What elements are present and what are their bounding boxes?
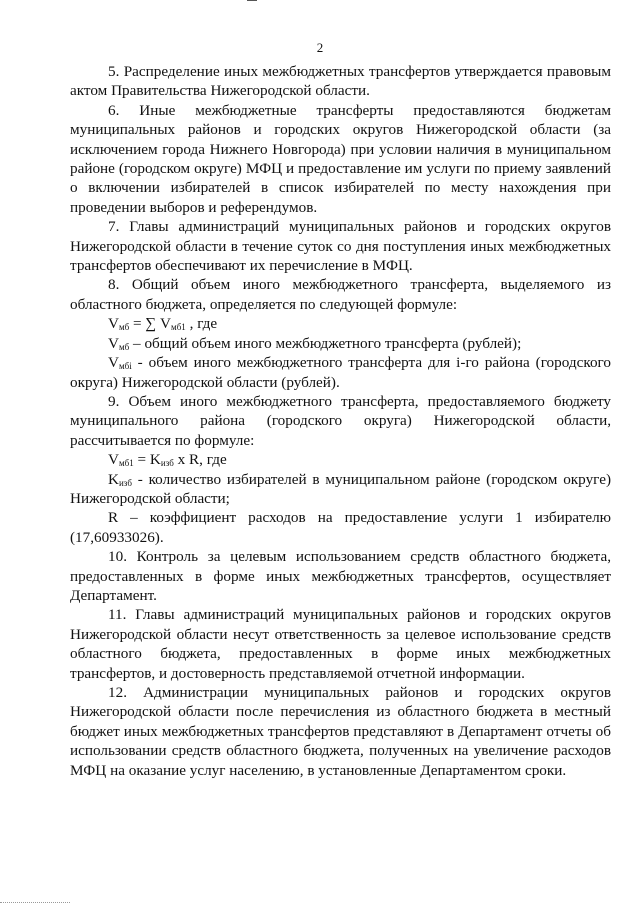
definition-text: – общий объем иного межбюджетного трансферта (рублей); xyxy=(129,334,522,352)
definition-r: R – коэффициент расходов на предоставление услуги 1 избирателю (17,60933026). xyxy=(70,509,611,546)
formula-district-volume xyxy=(70,450,611,469)
page-number: 2 xyxy=(316,40,324,55)
formula-subscript: мб1 xyxy=(171,322,186,333)
definition-kizb xyxy=(70,470,611,509)
definition-symbol: V xyxy=(108,354,119,372)
formula-symbol: V xyxy=(108,451,119,469)
document-body xyxy=(70,62,611,780)
scan-mark xyxy=(247,0,257,1)
definition-symbol: V xyxy=(108,334,119,352)
definition-vmbi xyxy=(70,353,611,392)
definition-subscript: изб xyxy=(118,477,132,488)
formula-symbol: V xyxy=(108,315,119,333)
formula-total-volume xyxy=(70,314,611,333)
definition-text: - количество избирателей в муниципальном районе (городском округе) Нижегородской области; xyxy=(70,470,611,507)
paragraph-9: 9. Объем иного межбюджетного трансферта, предоставляемого бюджету муниципального района (городского округа) Нижегородской области, рассчитывается по формуле: xyxy=(70,392,611,449)
paragraph-6: 6. Иные межбюджетные трансферты предоставляются бюджетам муниципальных районов и городских округов Нижегородской области (за исключением города Нижнего Новгорода) при условии наличия в муниципальном районе (городском округе) МФЦ и предоставление им услуги по приему заявлений о включении избирателей в список избирателей по месту нахождения при проведении выборов и референдумов. xyxy=(70,101,611,216)
scan-edge-mark xyxy=(0,901,70,903)
definition-text: - объем иного межбюджетного трансферта для i-го района (городского округа) Нижегородской области (рублей). xyxy=(70,354,611,391)
paragraph-10: 10. Контроль за целевым использованием средств областного бюджета, предоставленных в форме иных межбюджетных трансфертов, осуществляет Департамент. xyxy=(70,548,611,604)
formula-tail: , где xyxy=(185,315,218,333)
paragraph-12: 12. Администрации муниципальных районов и городских округов Нижегородской области после перечисления из областного бюджета в местный бюджет иных межбюджетных трансфертов представляют в Департамент отчеты об использовании средств областного бюджета, полученных на увеличение расходов МФЦ на оказание услуг населению, в установленные Департаментом сроки. xyxy=(70,684,611,779)
formula-tail: x R, где xyxy=(173,451,227,469)
paragraph-5: 5. Распределение иных межбюджетных трансфертов утверждается правовым актом Правительства Нижегородской области. xyxy=(70,63,611,100)
formula-subscript: изб xyxy=(160,458,174,469)
formula-subscript: мб xyxy=(118,322,130,333)
formula-operator: = K xyxy=(133,451,161,469)
definition-symbol: K xyxy=(108,470,119,488)
definition-vmb xyxy=(70,334,611,353)
formula-operator: = ∑ V xyxy=(129,315,172,333)
paragraph-11: 11. Главы администраций муниципальных районов и городских округов Нижегородской области несут ответственность за целевое использование средств областного бюджета, предоставленных в форме иных межбюджетных трансфертов, и достоверность представляемой отчетной информации. xyxy=(70,606,611,682)
paragraph-8: 8. Общий объем иного межбюджетного трансферта, выделяемого из областного бюджета, определяется по следующей формуле: xyxy=(70,276,611,313)
formula-subscript: мб1 xyxy=(118,458,134,469)
definition-subscript: мб xyxy=(118,341,130,352)
paragraph-7: 7. Главы администраций муниципальных районов и городских округов Нижегородской области в течение суток со дня поступления иных межбюджетных трансфертов обеспечивают их перечисление в МФЦ. xyxy=(70,218,611,275)
definition-subscript: мбi xyxy=(118,361,132,372)
